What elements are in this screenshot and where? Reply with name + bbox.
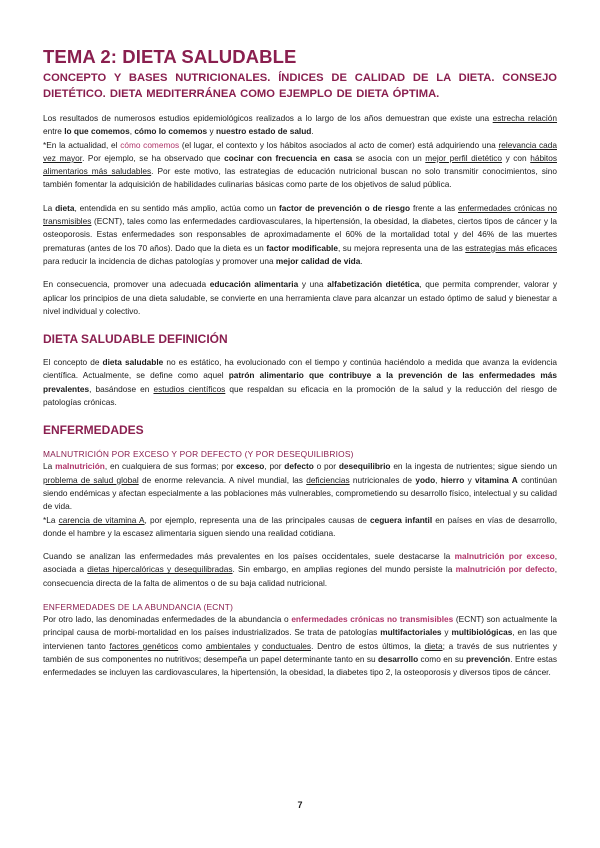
page-title: TEMA 2: DIETA SALUDABLE	[43, 46, 297, 67]
section-heading-definition: DIETA SALUDABLE DEFINICIÓN	[43, 332, 228, 347]
malnutrition-paragraph-3: Cuando se analizan las enfermedades más prevalentes en los países occidentales, suele destacarse la malnutrición por exceso, asociada a dietas hipercalóricas y desequilibradas. Sin embargo, en amplias regiones del mundo persiste la malnutrición por defecto, consecuencia directa de la falta de alimentos o de su baja calidad nutricional.	[43, 551, 558, 588]
subheading-ecnt: ENFERMEDADES DE LA ABUNDANCIA (ECNT)	[43, 602, 234, 613]
page-subtitle: CONCEPTO Y BASES NUTRICIONALES. ÍNDICES DE CALIDAD DE LA DIETA. CONSEJO DIETÉTICO. DIETA MEDITERRÁNEA COMO EJEMPLO DE DIETA ÓPTIMA.	[43, 72, 557, 100]
intro-paragraph-2: *En la actualidad, el cómo comemos (el lugar, el contexto y los hábitos asociados al acto de comer) está adquiriendo una relevancia cada vez mayor. Por ejemplo, se ha observado que cocinar con frecuencia en casa se asocia con un mejor perfil dietético y con hábitos alimentarios más saludables. Por este motivo, las estrategias de educación nutricional buscan no solo transmitir conocimientos, sino también fomentar la adquisición de habilidades culinarias básicas como parte de los objetivos de salud pública.	[43, 139, 557, 190]
intro-paragraph-4: En consecuencia, promover una adecuada educación alimentaria y una alfabetización dietética, que permita comprender, valorar y aplicar los principios de una dieta saludable, se convierte en una herramienta clave para alcanzar un estado óptimo de salud y bienestar a nivel individual y colectivo.	[43, 279, 557, 316]
page-number: 7	[297, 800, 303, 810]
intro-paragraph-1: Los resultados de numerosos estudios epidemiológicos realizados a lo largo de los años demuestran que existe una estrecha relación entre lo que comemos, cómo lo comemos y nuestro estado de salud.	[43, 113, 558, 137]
ecnt-paragraph: Por otro lado, las denominadas enfermedades de la abundancia o enfermedades crónicas no transmisibles (ECNT) son actualmente la principal causa de morbi-mortalidad en los países industrializados. Se trata de patologías multifactoriales y multibiológicas, en las que intervienen tanto factores genéticos como ambientales y conductuales. Dentro de estos últimos, la dieta; a través de sus nutrientes y también de sus componentes no nutritivos; desempeña un papel determinante tanto en su desarrollo como en su prevención. Entre estas enfermedades se incluyen las cardiovasculares, la hipertensión, la obesidad, la diabetes tipo 2, la osteoporosis y diversos tipos de cáncer.	[43, 614, 557, 678]
malnutrition-paragraph-2: *La carencia de vitamina A, por ejemplo, representa una de las principales causas de ceguera infantil en países en vías de desarrollo, donde el hambre y la escasez alimentaria siguen siendo una realidad cotidiana.	[43, 514, 558, 538]
document-page	[43, 46, 557, 680]
section-heading-diseases: ENFERMEDADES	[43, 423, 144, 438]
subheading-malnutrition: MALNUTRICIÓN POR EXCESO Y POR DEFECTO (Y POR DESEQUILIBRIOS)	[43, 449, 354, 460]
malnutrition-paragraph-1: La malnutrición, en cualquiera de sus formas; por exceso, por defecto o por desequilibrio en la ingesta de nutrientes; sigue siendo un problema de salud global de enorme relevancia. A nivel mundial, las deficiencias nutricionales de yodo, hierro y vitamina A continúan siendo endémicas y afectan especialmente a las poblaciones más vulnerables, comprometiendo su desarrollo físico, intelectual y su calidad de vida.	[43, 461, 557, 512]
definition-paragraph: El concepto de dieta saludable no es estático, ha evolucionado con el tiempo y continúa haciéndolo a medida que avanza la evidencia científica. Actualmente, se define como aquel patrón alimentario que contribuye a la prevención de las enfermedades más prevalentes, basándose en estudios científicos que respaldan su eficacia en la promoción de la salud y la reducción del riesgo de patologías crónicas.	[43, 357, 557, 408]
intro-paragraph-3: La dieta, entendida en su sentido más amplio, actúa como un factor de prevención o de riesgo frente a las enfermedades crónicas no transmisibles (ECNT), tales como las enfermedades cardiovasculares, la hipertensión, la obesidad, la diabetes, ciertos tipos de cáncer y la osteoporosis. Estas enfermedades son responsables de aproximadamente el 60% de la mortalidad total y del 46% de las muertes prematuras (antes de los 70 años). Dado que la dieta es un factor modificable, su mejora representa una de las estrategias más eficaces para reducir la incidencia de dichas patologías y promover una mejor calidad de vida.	[43, 202, 557, 266]
